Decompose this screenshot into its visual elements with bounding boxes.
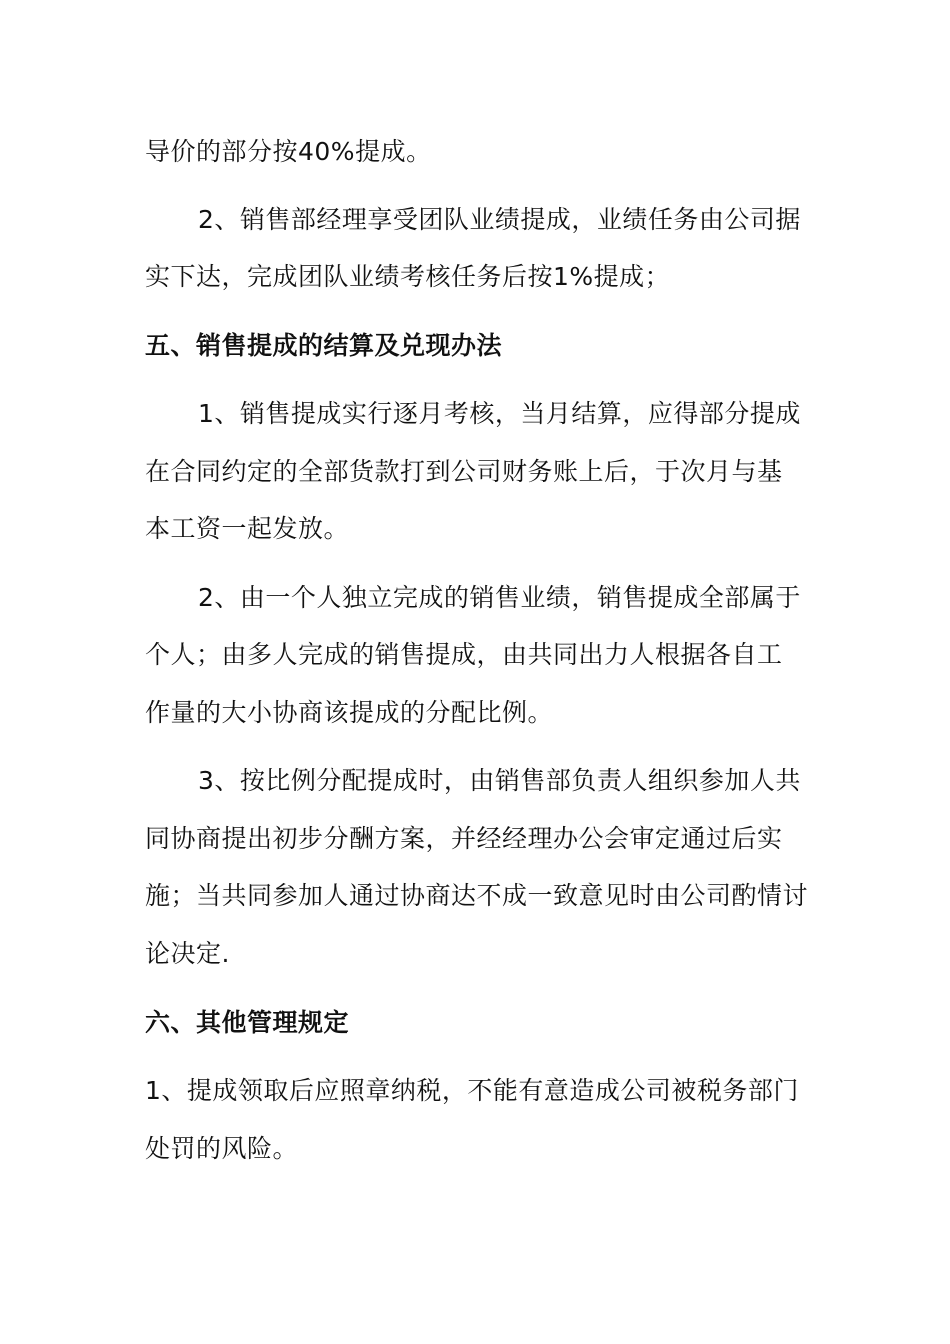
section-heading: 五、销售提成的结算及兑现办法 <box>145 331 503 360</box>
paragraph-line: 个人；由多人完成的销售提成，由共同出力人根据各自工 <box>145 640 783 669</box>
paragraph-line: 在合同约定的全部货款打到公司财务账上后，于次月与基 <box>145 457 783 486</box>
paragraph-line: 导价的部分按40%提成。 <box>145 137 432 166</box>
paragraph-line: 3、按比例分配提成时，由销售部负责人组织参加人共 <box>198 766 801 795</box>
paragraph-line: 作量的大小协商该提成的分配比例。 <box>145 698 554 727</box>
paragraph-line: 施；当共同参加人通过协商达不成一致意见时由公司酌情讨 <box>145 881 809 910</box>
paragraph-line: 同协商提出初步分酬方案，并经经理办公会审定通过后实 <box>145 824 783 853</box>
paragraph-line: 1、提成领取后应照章纳税，不能有意造成公司被税务部门 <box>145 1076 799 1105</box>
paragraph-line: 处罚的风险。 <box>145 1134 299 1163</box>
paragraph-line: 实下达，完成团队业绩考核任务后按1%提成； <box>145 262 671 291</box>
paragraph-line: 论决定. <box>145 939 230 968</box>
paragraph-line: 1、销售提成实行逐月考核，当月结算，应得部分提成 <box>198 399 801 428</box>
paragraph-line: 2、销售部经理享受团队业绩提成，业绩任务由公司据 <box>198 205 801 234</box>
paragraph-line: 2、由一个人独立完成的销售业绩，销售提成全部属于 <box>198 583 801 612</box>
section-heading: 六、其他管理规定 <box>145 1008 350 1037</box>
paragraph-line: 本工资一起发放。 <box>145 514 350 543</box>
